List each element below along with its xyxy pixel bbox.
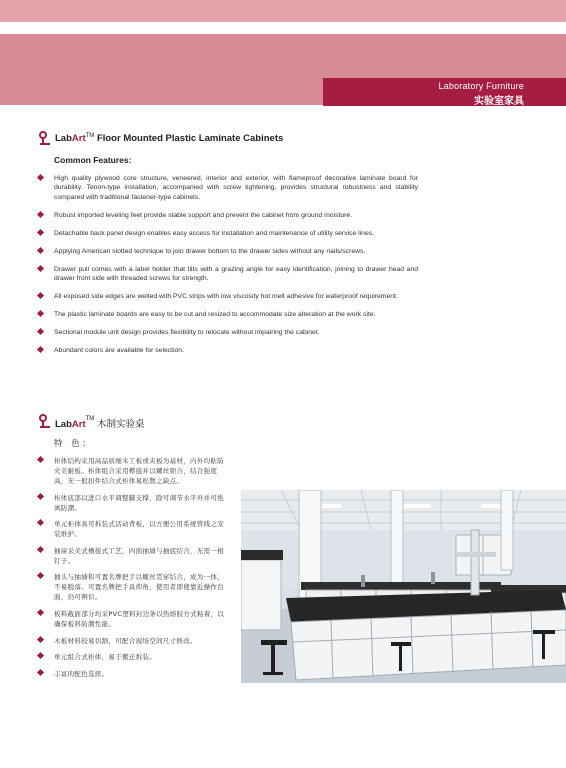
diamond-bullet-icon — [37, 519, 44, 526]
diamond-bullet-icon — [37, 572, 44, 579]
feature-text: 柜体结构采用高品质细木工板或夹板为基材，内外均贴防火美耐板。柜体组合采用榫接并以螺丝锁合，结合强度高，无一般扣件结合式柜体易松散之缺点。 — [54, 457, 224, 485]
trademark: TM — [85, 416, 95, 422]
feature-text: Robust imported leveling feet provide stable support and prevent the cabinet from ground moisture. — [54, 211, 353, 219]
feature-text: All exposed side edges are welted with PVC strips with low viscosity hot melt adhesive for waterproof requirement. — [54, 293, 398, 301]
section-title-en — [55, 133, 283, 144]
diamond-bullet-icon — [37, 669, 44, 676]
feature-text: Abundant colors are available for selection. — [54, 347, 184, 355]
feature-item — [38, 669, 228, 679]
feature-text: The plastic laminate boards are easy to be cut and resized to accommodate size alteration at the work site. — [54, 311, 376, 319]
feature-item — [38, 652, 228, 662]
feature-item — [38, 310, 418, 319]
subhead-en: Common Features: — [54, 155, 132, 165]
feature-item — [38, 546, 228, 566]
feature-list-en — [38, 174, 418, 364]
header-top-band — [0, 0, 566, 22]
diamond-bullet-icon — [37, 328, 44, 335]
brand-lab: Lab — [55, 419, 72, 430]
feature-text: 抽头与抽墙和可置名牌把手以螺丝贯穿结合，成为一体，不易脱落。可置名牌把手具仰角，使用者即使靠近操作台面，仍可辨识。 — [54, 573, 224, 602]
feature-text: Sectional module unit design provides flexibility to relocate without impairing the cabinet. — [54, 329, 320, 337]
lab-photo — [241, 490, 566, 683]
feature-item — [38, 211, 418, 220]
feature-text: 单元组合式柜体，易于搬迁拆装。 — [54, 653, 156, 662]
feature-text: Drawer pull comes with a label holder that tilts with a grazing angle for easy identification, joining to drawer head and drawer front side with threaded screws for strength. — [54, 265, 418, 283]
section-title-cn — [55, 416, 144, 430]
diamond-bullet-icon — [37, 174, 44, 181]
section-title-text: Floor Mounted Plastic Laminate Cabinets — [96, 133, 284, 144]
diamond-bullet-icon — [37, 456, 44, 463]
brand-art: Art — [71, 419, 86, 430]
feature-text: Applying American slotted technique to join drawer bottom to the drawer sides without any nails/screws. — [54, 247, 366, 255]
brand-lab: Lab — [55, 133, 72, 144]
feature-item — [38, 609, 228, 629]
diamond-bullet-icon — [37, 229, 44, 236]
feature-text: 木板材料较易切割，可配合现场空间尺寸修改。 — [54, 636, 197, 645]
diamond-bullet-icon — [37, 652, 44, 659]
feature-text: 丰富的配色选择。 — [54, 669, 109, 678]
brand-art: Art — [71, 133, 86, 144]
feature-list-cn — [38, 456, 228, 685]
feature-item — [38, 346, 418, 355]
labart-logo-icon — [38, 414, 52, 428]
category-title-box — [323, 78, 566, 106]
header-gap — [0, 22, 566, 34]
diamond-bullet-icon — [37, 493, 44, 500]
feature-text: 抽屉采美式槽接式工艺，四面抽墙与抽底结合，无需一根钉子。 — [54, 546, 224, 565]
diamond-bullet-icon — [37, 609, 44, 616]
diamond-bullet-icon — [37, 546, 44, 553]
feature-item — [38, 636, 228, 646]
diamond-bullet-icon — [37, 247, 44, 254]
feature-item — [38, 572, 228, 602]
diamond-bullet-icon — [37, 310, 44, 317]
trademark: TM — [85, 133, 95, 139]
feature-item — [38, 456, 228, 486]
feature-item — [38, 265, 418, 284]
feature-text: 单元柜体具可拆装式活动背板，以方便公用系统管线之安装维护。 — [54, 520, 224, 539]
diamond-bullet-icon — [37, 265, 44, 272]
feature-item — [38, 519, 228, 539]
feature-text: 板料截面部分均采PVC塑料封边条以热熔胶方式粘着，以确保板料防潮性能。 — [54, 609, 225, 628]
labart-logo-icon — [38, 131, 52, 145]
category-title-en: Laboratory Furniture — [438, 81, 524, 91]
diamond-bullet-icon — [37, 346, 44, 353]
feature-item — [38, 328, 418, 337]
feature-item — [38, 292, 418, 301]
feature-text: 柜体底部以进口水平调整脚支撑，除可调节水平外并可绝离防潮。 — [54, 493, 224, 512]
section-title-text: 木制实验桌 — [96, 419, 145, 430]
feature-text: High quality plywood core structure, veneered, interior and exterior, with flameproof decorative laminate board for durability. Tenon-type installation, accompanied with screw tightening, provides structural robustness and stability compared with traditional fastener-type cabinets. — [54, 175, 418, 201]
feature-item — [38, 247, 418, 256]
diamond-bullet-icon — [37, 636, 44, 643]
feature-item — [38, 493, 228, 513]
diamond-bullet-icon — [37, 211, 44, 218]
feature-item — [38, 229, 418, 238]
feature-item — [38, 174, 418, 202]
diamond-bullet-icon — [37, 292, 44, 299]
subhead-cn: 特 色: — [54, 439, 89, 449]
category-title-cn: 实验室家具 — [474, 96, 524, 107]
feature-text: Detachable back panel design enables easy access for installation and maintenance of utility service lines. — [54, 229, 375, 237]
